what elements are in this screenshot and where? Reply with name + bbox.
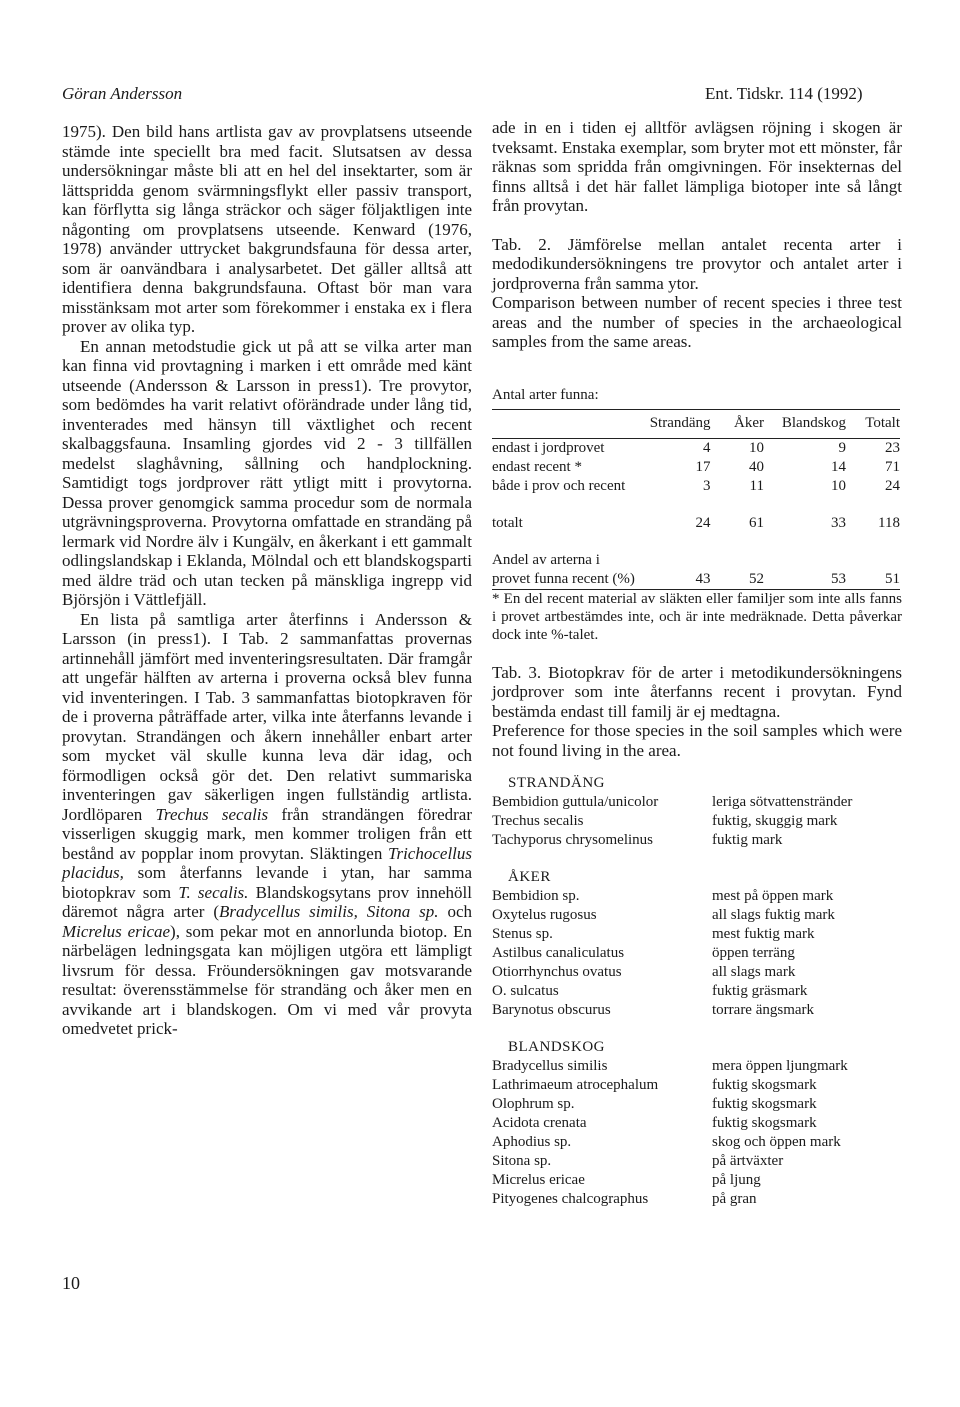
species-name: Trichocellus placidus,	[62, 843, 473, 882]
biotope: på ärtväxter	[712, 1153, 784, 1169]
group-title: BLANDSKOG	[508, 1039, 606, 1055]
table3-group	[492, 1038, 902, 1209]
cell: 118	[878, 514, 900, 531]
species-name: Tachyporus chrysomelinus	[492, 832, 654, 848]
biotope: på gran	[712, 1191, 757, 1207]
biotope: på ljung	[712, 1172, 761, 1188]
row-label: provet funna recent (%)	[492, 570, 635, 587]
table-row	[492, 1190, 902, 1209]
table-row	[492, 1152, 902, 1171]
table2-label: Antal arter funna:	[492, 386, 599, 403]
biotope: fuktig gräsmark	[712, 983, 808, 999]
table-row	[492, 925, 902, 944]
cell: 24	[695, 514, 711, 531]
table-row	[492, 551, 900, 570]
cell: 17	[695, 458, 711, 475]
table3-group	[492, 774, 902, 850]
left-column	[62, 122, 472, 1039]
left-paragraph-3	[62, 610, 472, 1039]
table3-caption-sv: Tab. 3. Biotopkrav för de arter i metodikundersökningens jordprover som inte återfanns recent i provytan. Fynd bestämda endast till familj är ej medtagna.	[492, 662, 902, 721]
biotope: all slags mark	[712, 964, 796, 980]
cell: 11	[749, 477, 764, 494]
species-name: Pityogenes chalcographus	[492, 1191, 649, 1207]
text-span: och	[447, 902, 472, 921]
table-row	[492, 438, 900, 458]
cell: 23	[885, 439, 900, 456]
species-name: Micrelus ericae	[62, 921, 171, 941]
species-name: Lathrimaeum atrocephalum	[492, 1077, 659, 1093]
species-name: Olophrum sp.	[492, 1096, 575, 1112]
row-label: endast i jordprovet	[492, 439, 605, 456]
row-label: både i prov och recent	[492, 477, 626, 494]
page-number: 10	[62, 1273, 80, 1293]
biotope: fuktig skogsmark	[712, 1115, 817, 1131]
table-row	[492, 1095, 902, 1114]
table2-header-blank	[492, 410, 650, 439]
table2-header: Strandäng	[650, 410, 711, 439]
species-name: Bradycellus similis, Sitona sp.	[219, 902, 439, 921]
row-label: Andel av arterna i	[492, 551, 600, 568]
cell: 24	[885, 477, 900, 494]
table-row	[492, 458, 900, 477]
cell: 10	[748, 439, 764, 456]
table-row	[492, 1114, 902, 1133]
table-row	[492, 963, 902, 982]
biotope: mest på öppen mark	[712, 888, 834, 904]
cell: 61	[748, 514, 764, 531]
row-label: endast recent *	[492, 458, 582, 475]
cell: 10	[831, 477, 847, 494]
table-row	[492, 477, 900, 496]
cell: 33	[831, 514, 847, 531]
species-name: O. sulcatus	[492, 983, 559, 999]
table3-group	[492, 868, 902, 1020]
cell: 4	[703, 439, 711, 456]
running-header-author: Göran Andersson	[62, 84, 183, 103]
biotope: leriga sötvattenstränder	[712, 794, 853, 810]
table2-footnote: * En del recent material av släkten eller familjer som inte alls fanns i provet artbestämdes inte, och är inte medräknade. Detta påverkar dock inte %-talet.	[492, 590, 902, 643]
table-row	[492, 793, 902, 812]
table-row	[492, 944, 902, 963]
species-name: Trechus secalis	[492, 813, 584, 829]
cell: 52	[748, 570, 764, 587]
right-paragraph-1: ade in en i tiden ej alltför avlägsen röjning i skogen är tveksamt. Enstaka exemplar, som bryter mot ett mönster, får räknas som spridda från omgivningen. För insekternas del finns alltså i det här fallet lämpliga biotoper inte så långt från provytan.	[492, 118, 902, 215]
table-row	[492, 831, 902, 850]
group-title: ÅKER	[508, 869, 551, 885]
running-header-journal: Ent. Tidskr. 114 (1992)	[705, 84, 863, 103]
table3-caption-en: Preference for those species in the soil samples which were not found living in the area.	[492, 721, 902, 760]
species-name: Otiorrhynchus ovatus	[492, 964, 622, 980]
text-span: från strandängen föredrar visserligen skuggig mark, men kommer troligen från ett bestånd av popplar inom provytan. Släktingen	[62, 804, 472, 863]
species-name: Astilbus canaliculatus	[492, 945, 625, 961]
table2-caption-en: Comparison between number of recent species i three test areas and the number of species in the archaeological samples from the same areas.	[492, 293, 902, 351]
species-name: Bembidion sp.	[492, 888, 580, 904]
biotope: mest fuktig mark	[712, 926, 815, 942]
species-name: Aphodius sp.	[492, 1134, 572, 1150]
table-row	[492, 906, 902, 925]
table-row	[492, 570, 900, 590]
table-row	[492, 1057, 902, 1076]
biotope: fuktig, skuggig mark	[712, 813, 838, 829]
species-name: Sitona sp.	[492, 1153, 552, 1169]
species-name: Bradycellus similis	[492, 1058, 608, 1074]
table-row	[492, 1171, 902, 1190]
cell: 51	[885, 570, 900, 587]
species-name: Trechus secalis	[155, 804, 269, 824]
cell: 43	[695, 570, 711, 587]
row-label: totalt	[492, 514, 523, 531]
table2-header: Åker	[711, 410, 764, 439]
species-name: Acidota crenata	[492, 1115, 587, 1131]
cell: 53	[831, 570, 847, 587]
group-title: STRANDÄNG	[508, 775, 606, 791]
cell: 3	[703, 477, 711, 494]
table-row	[492, 1001, 902, 1020]
biotope: skog och öppen mark	[712, 1134, 841, 1150]
biotope: fuktig skogsmark	[712, 1077, 817, 1093]
table2-header: Blandskog	[764, 410, 846, 439]
biotope: mera öppen ljungmark	[712, 1058, 848, 1074]
table3	[492, 774, 902, 1209]
left-paragraph-1: 1975). Den bild hans artlista gav av provplatsens utseende stämde inte speciellt bra med facit. Slutsatsen av dessa undersökningar måste bli att en hel del insektarter, som är lättspridda genom svärmningsflykt eller passiv transport, kan förflytta sig långa sträckor och säger följaktligen inte någonting om provplatsens utseende. Kenward (1976, 1978) använder uttrycket bakgrundsfauna för dessa arter, som är oanvändbara i analysarbetet. Det gäller alltså att identifiera denna bakgrundsfauna. Oftast bör man vara misstänksam mot arter som förekommer i enstaka ex i flera prover av olika typ.	[62, 122, 472, 336]
table-row	[492, 887, 902, 906]
cell: 71	[885, 458, 900, 475]
biotope: öppen terräng	[712, 945, 795, 961]
table-row	[492, 812, 902, 831]
table-row	[492, 1076, 902, 1095]
cell: 40	[748, 458, 764, 475]
biotope: fuktig mark	[712, 832, 783, 848]
biotope: all slags fuktig mark	[712, 907, 835, 923]
right-column	[492, 118, 902, 1209]
cell: 9	[838, 439, 847, 456]
species-name: Micrelus ericae	[492, 1172, 585, 1188]
left-paragraph-2: En annan metodstudie gick ut på att se vilka arter man kan finna vid provtagning i marken i ett område med känt utseende (Andersson & Larsson in press1). Tre provytor, som bedömdes ha varit relativt oförändrade under lång tid, inventerades med hänsyn till växtlighet och recent skalbaggsfauna. Insamling gjordes vid 2 - 3 tillfällen medelst slaghåvning, sållning och handplockning. Samtidigt togs jordprover rätt ytligt mitt i provytorna. Dessa prover genomgick samma procedur som de normala utgrävningsproverna. Provytorna omfattade en strandäng på lermark vid Nordre älv i Kungälv, en åkerkant i ett gammalt odlingslandskap i Eklanda, Mölndal och ett blandskogsparti med äldre träd och utan tecken på mänskliga ingrepp vid Björsjön i Vättlefjäll.	[62, 336, 472, 609]
table2-caption-sv: Tab. 2. Jämförelse mellan antalet recenta arter i medodikundersökningens tre provytor och antalet arter i jordproverna från samma ytor.	[492, 234, 902, 293]
table-row	[492, 514, 900, 533]
table2	[492, 409, 900, 590]
table-row	[492, 1133, 902, 1152]
text-span: ), som pekar mot en annorlunda biotop. En närbelägen ledningsgata kan möjligen utgöra ett lämpligt livsrum för dessa. Fröundersökningen gav motsvarande resultat: överensstämmelse för strandäng och åker men en avvikande art i blandskogen. Om vi med vår provyta omedvetet prick-	[62, 921, 472, 1038]
species-name: Barynotus obscurus	[492, 1002, 611, 1018]
species-name: Oxytelus rugosus	[492, 907, 597, 923]
text-span: En lista på samtliga arter återfinns i Andersson & Larsson (in press1). I Tab. 2 sammanfattas provernas artinnehåll jämfört med inventeringsresultaten. Där framgår att ungefär hälften av arterna i proverna också blev funna vid inventeringen. I Tab. 3 sammanfattas biotopkraven för de i proverna påträffade arter, vilka inte återfanns levande i provytan. Strandängen och åkern innehåller enbart arter som mycket väl skulle kunna leva där idag, och förmodligen också gör det. Den relativt summariska inventeringen gav säkerligen ingen fullständig artlista. Jordlöparen	[62, 609, 472, 824]
biotope: torrare ängsmark	[712, 1002, 815, 1018]
cell: 14	[831, 458, 847, 475]
table2-header: Totalt	[846, 410, 900, 439]
text-span: som återfanns levande i ytan, har samma biotopkrav som	[62, 863, 472, 902]
species-name: Stenus sp.	[492, 926, 553, 942]
text-span: Blandskogsytans prov innehöll däremot några arter (	[62, 882, 473, 921]
table-row	[492, 982, 902, 1001]
biotope: fuktig skogsmark	[712, 1096, 817, 1112]
species-name: T. secalis.	[178, 882, 249, 902]
species-name: Bembidion guttula/unicolor	[492, 794, 659, 810]
